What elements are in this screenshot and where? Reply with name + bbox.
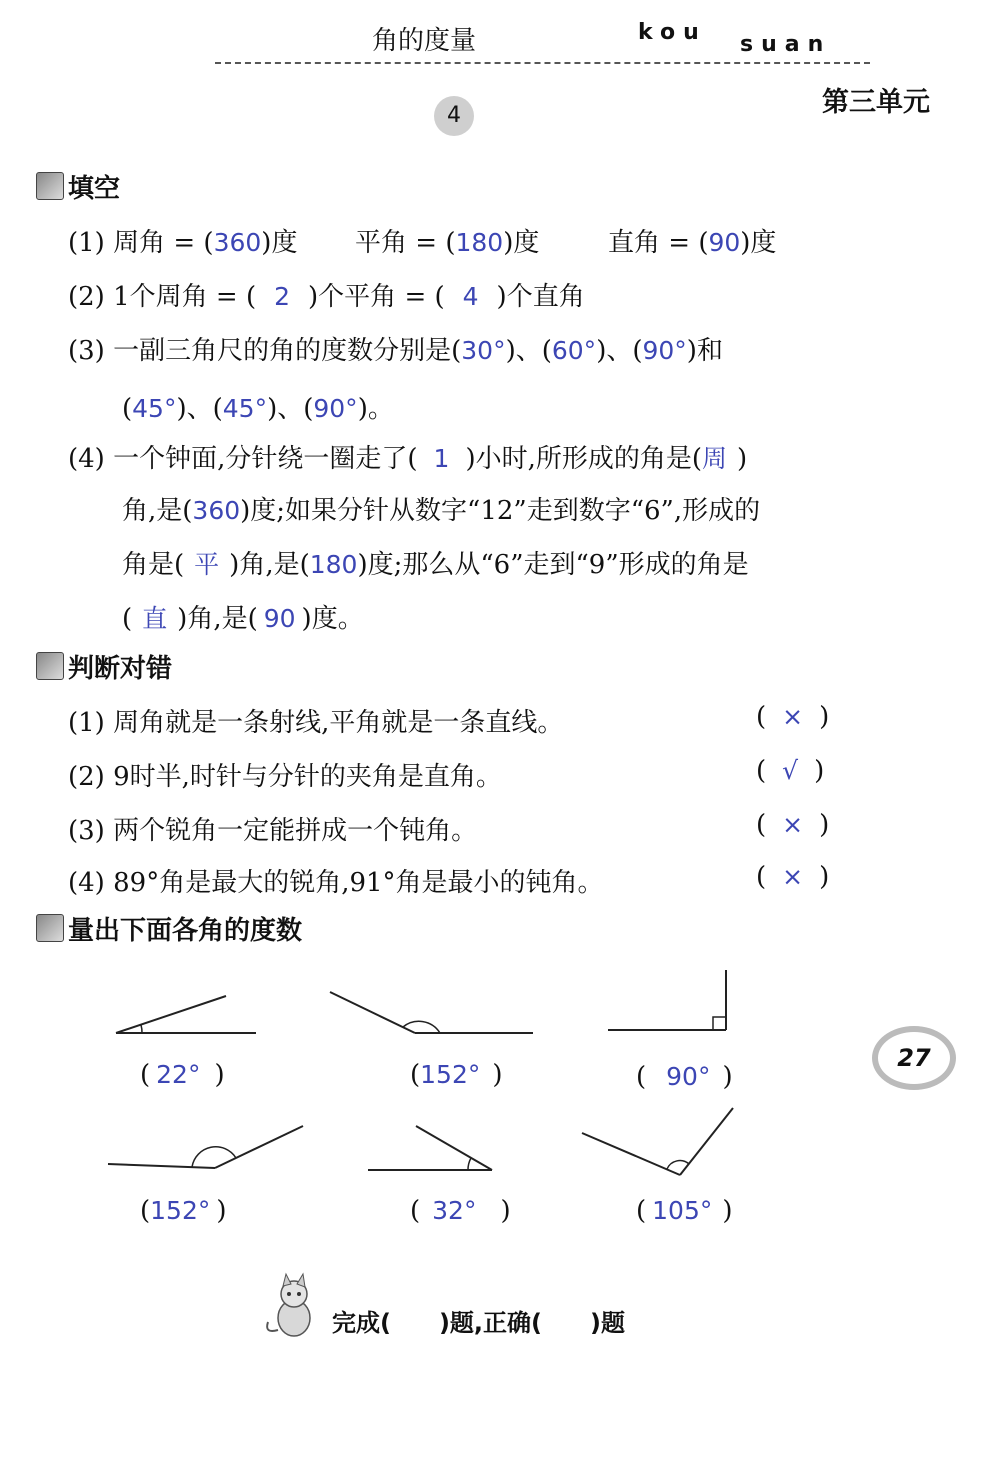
footer-tally: 完成( )题,正确( )题: [332, 1309, 625, 1337]
answer-mark: ×: [782, 810, 804, 839]
q-text: 两个锐角一定能拼成一个钝角。: [113, 816, 478, 846]
page-number: 27: [872, 1026, 956, 1090]
answer-value: 360: [213, 228, 262, 257]
q-text: 周角就是一条射线,平角就是一条直线。: [113, 708, 564, 738]
q-text: (: [122, 604, 133, 634]
measure-answer-4: [140, 1196, 227, 1226]
answer-value: 45°: [222, 394, 268, 423]
angle-answer: 152°: [420, 1060, 481, 1089]
close-paren: ): [214, 1060, 225, 1090]
q-text: )角,是(: [229, 550, 310, 580]
close-paren: ): [722, 1062, 733, 1092]
open-paren: (: [756, 702, 767, 732]
angle-figure-6: [582, 1108, 733, 1175]
q-text: )、(: [596, 336, 643, 366]
q-text: )度: [740, 228, 777, 258]
answer-value: 30°: [461, 336, 506, 365]
q-label: (1): [68, 708, 105, 738]
answer-value: 90: [263, 604, 296, 633]
answer-value: 180: [309, 550, 358, 579]
unit-label: 第三单元: [822, 87, 930, 118]
answer-value: 90°: [642, 336, 687, 365]
open-paren: (: [756, 862, 767, 892]
q-text: )个平角 = (: [308, 282, 445, 312]
angle-figure-2: [330, 992, 533, 1033]
q-text: )角,是(: [177, 604, 258, 634]
answer-value: 平: [194, 550, 220, 579]
header-pinyin-left: kou: [638, 20, 707, 45]
open-paren: (: [756, 756, 767, 786]
q-text: )度: [261, 228, 298, 258]
answer-value: 90°: [313, 394, 358, 423]
q-label: (3): [68, 336, 105, 366]
close-paren: ): [500, 1196, 511, 1226]
q-text: 周角 = (: [113, 228, 214, 258]
close-paren: ): [722, 1196, 733, 1226]
q-text: 平角 = (: [355, 228, 456, 258]
q-label: (1): [68, 228, 105, 258]
answer-value: 4: [462, 282, 479, 311]
section-title-judge: 判断对错: [68, 654, 173, 684]
q-text: )小时,所形成的角是(: [465, 444, 702, 474]
q-text: ): [737, 444, 748, 474]
answer-value: 周: [702, 444, 728, 473]
answer-mark: ×: [782, 862, 804, 891]
angle-figure-5: [368, 1126, 492, 1170]
answer-value: 45°: [132, 394, 177, 423]
q-text: (: [122, 394, 133, 424]
q-text: )。: [357, 394, 394, 424]
answer-value: 1: [433, 444, 450, 473]
close-paren: ): [819, 862, 830, 892]
answer-value: 2: [274, 282, 291, 311]
measure-answer-6: [636, 1196, 733, 1226]
answer-value: 360: [192, 496, 241, 525]
answer-value: 60°: [551, 336, 597, 365]
measure-answer-2: [410, 1060, 503, 1090]
answer-value: 直: [142, 604, 168, 633]
close-paren: ): [819, 810, 830, 840]
header-pinyin-right: suan: [740, 32, 832, 57]
angle-figure-4: [108, 1126, 303, 1168]
q-text: 一个钟面,分针绕一圈走了(: [113, 444, 418, 474]
open-paren: (: [140, 1196, 151, 1226]
q-text: 9时半,时针与分针的夹角是直角。: [113, 762, 502, 792]
cat-mascot-icon: [256, 1272, 326, 1342]
measure-answer-3: [636, 1062, 733, 1092]
open-paren: (: [636, 1062, 647, 1092]
open-paren: (: [410, 1060, 421, 1090]
q-text: 角是(: [122, 550, 185, 580]
answer-mark: ×: [782, 702, 804, 731]
lesson-number-badge: 4: [434, 96, 474, 136]
q-text: 角,是(: [122, 496, 193, 526]
measure-answer-1: [140, 1060, 225, 1090]
q-text: )、(: [176, 394, 223, 424]
angle-answer: 105°: [652, 1196, 713, 1225]
open-paren: (: [636, 1196, 647, 1226]
q-label: (4): [68, 444, 105, 474]
q-text: 直角 = (: [608, 228, 709, 258]
q-label: (3): [68, 816, 105, 846]
open-paren: (: [410, 1196, 421, 1226]
angle-answer: 22°: [156, 1060, 201, 1089]
section-title-measure: 量出下面各角的度数: [68, 916, 303, 946]
angle-answer: 90°: [666, 1062, 711, 1091]
measure-answer-5: [410, 1196, 511, 1226]
q-text: )度。: [301, 604, 364, 634]
q-text: )个直角: [496, 282, 585, 312]
q-text: 89°角是最大的锐角,91°角是最小的钝角。: [113, 868, 604, 898]
close-paren: ): [216, 1196, 227, 1226]
angle-answer: 32°: [432, 1196, 477, 1225]
open-paren: (: [140, 1060, 151, 1090]
answer-value: 180: [455, 228, 504, 257]
close-paren: ): [819, 702, 830, 732]
close-paren: ): [814, 756, 825, 786]
q-text: )、(: [505, 336, 552, 366]
q-text: )度: [503, 228, 540, 258]
open-paren: (: [756, 810, 767, 840]
angle-figure-3: [608, 970, 726, 1030]
q-text: )、(: [267, 394, 314, 424]
q-label: (2): [68, 762, 105, 792]
q-text: )度;那么从“6”走到“9”形成的角是: [357, 550, 749, 580]
q-text: )和: [686, 336, 723, 366]
answer-mark: √: [782, 756, 799, 785]
section-title-fill: 填空: [68, 174, 121, 204]
close-paren: ): [492, 1060, 503, 1090]
angle-figure-1: [116, 996, 256, 1033]
answer-value: 90: [708, 228, 741, 257]
q-label: (4): [68, 868, 105, 898]
q-text: )度;如果分针从数字“12”走到数字“6”,形成的: [240, 496, 761, 526]
q-label: (2): [68, 282, 105, 312]
q-text: 1个周角 = (: [113, 282, 257, 312]
header-title: 角的度量: [372, 26, 477, 56]
angle-answer: 152°: [150, 1196, 211, 1225]
q-text: 一副三角尺的角的度数分别是(: [113, 336, 462, 366]
